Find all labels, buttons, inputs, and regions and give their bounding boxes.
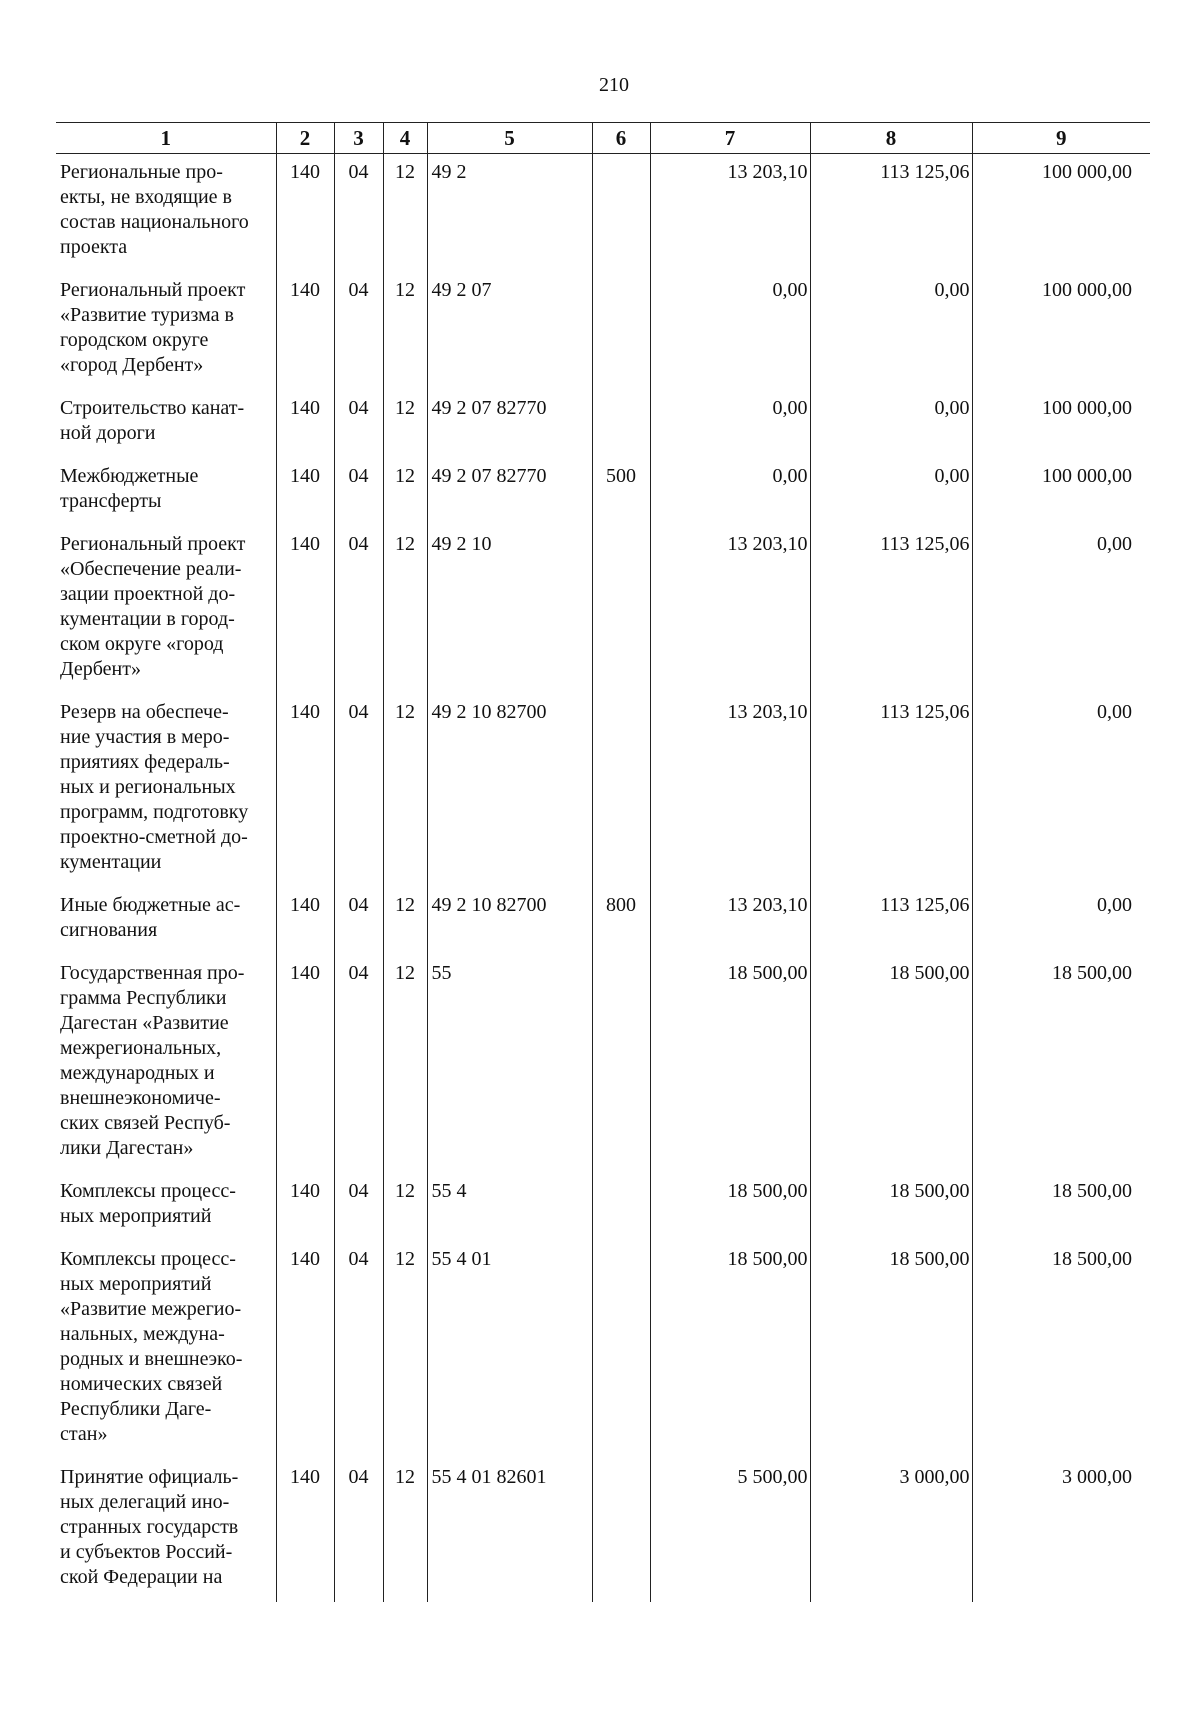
page-number: 210 (599, 74, 629, 96)
row-col3-cell: 04 (334, 272, 383, 390)
row-col7-cell: 0,00 (650, 272, 810, 390)
table-row (56, 154, 1150, 273)
row-col9-cell: 100 000,00 (972, 272, 1150, 390)
row-col4-cell: 12 (383, 154, 427, 273)
budget-table (56, 122, 1150, 1602)
table-header-row (56, 123, 1150, 154)
row-code-cell: 49 2 10 82700 (427, 694, 592, 887)
column-header: 6 (592, 123, 650, 154)
row-col3-cell: 04 (334, 1241, 383, 1459)
row-col4-cell: 12 (383, 390, 427, 458)
row-col4-cell: 12 (383, 1173, 427, 1241)
row-code-cell: 49 2 07 (427, 272, 592, 390)
row-code-cell: 49 2 (427, 154, 592, 273)
row-code-cell: 49 2 10 (427, 526, 592, 694)
row-col9-cell: 0,00 (972, 887, 1150, 955)
row-col6-cell: 500 (592, 458, 650, 526)
row-col8-cell: 113 125,06 (810, 887, 972, 955)
row-code-cell: 49 2 07 82770 (427, 390, 592, 458)
row-col7-cell: 18 500,00 (650, 955, 810, 1173)
row-col2-cell: 140 (276, 526, 334, 694)
row-col3-cell: 04 (334, 526, 383, 694)
row-col4-cell: 12 (383, 458, 427, 526)
row-col6-cell (592, 154, 650, 273)
row-col2-cell: 140 (276, 272, 334, 390)
row-col4-cell: 12 (383, 1459, 427, 1602)
row-col3-cell: 04 (334, 154, 383, 273)
column-header: 8 (810, 123, 972, 154)
row-col2-cell: 140 (276, 1173, 334, 1241)
row-code-cell: 55 4 01 (427, 1241, 592, 1459)
row-col9-cell: 3 000,00 (972, 1459, 1150, 1602)
row-col2-cell: 140 (276, 694, 334, 887)
table-row (56, 955, 1150, 1173)
row-name-cell: Строительство канат- ной дороги (56, 390, 276, 458)
row-code-cell: 49 2 10 82700 (427, 887, 592, 955)
row-col8-cell: 113 125,06 (810, 526, 972, 694)
table-row (56, 694, 1150, 887)
row-col2-cell: 140 (276, 887, 334, 955)
column-header: 4 (383, 123, 427, 154)
row-col7-cell: 18 500,00 (650, 1241, 810, 1459)
row-col7-cell: 13 203,10 (650, 887, 810, 955)
row-col9-cell: 0,00 (972, 694, 1150, 887)
column-header: 2 (276, 123, 334, 154)
row-col4-cell: 12 (383, 887, 427, 955)
row-col7-cell: 5 500,00 (650, 1459, 810, 1602)
row-col2-cell: 140 (276, 390, 334, 458)
row-col2-cell: 140 (276, 154, 334, 273)
row-col2-cell: 140 (276, 1459, 334, 1602)
table-row (56, 272, 1150, 390)
row-col3-cell: 04 (334, 458, 383, 526)
column-header: 3 (334, 123, 383, 154)
row-col8-cell: 18 500,00 (810, 955, 972, 1173)
row-col8-cell: 113 125,06 (810, 154, 972, 273)
row-col4-cell: 12 (383, 694, 427, 887)
column-header: 1 (56, 123, 276, 154)
row-name-cell: Региональный проект «Развитие туризма в городском округе «город Дербент» (56, 272, 276, 390)
row-code-cell: 55 (427, 955, 592, 1173)
row-col2-cell: 140 (276, 1241, 334, 1459)
table-body (56, 154, 1150, 1603)
row-col6-cell (592, 1459, 650, 1602)
row-col8-cell: 0,00 (810, 272, 972, 390)
row-name-cell: Принятие официаль- ных делегаций ино- странных государств и субъектов Россий- ской Федерации на (56, 1459, 276, 1602)
row-col6-cell (592, 955, 650, 1173)
row-col9-cell: 18 500,00 (972, 1241, 1150, 1459)
row-col8-cell: 18 500,00 (810, 1173, 972, 1241)
row-code-cell: 55 4 01 82601 (427, 1459, 592, 1602)
row-col7-cell: 0,00 (650, 458, 810, 526)
row-name-cell: Региональные про- екты, не входящие в состав национального проекта (56, 154, 276, 273)
row-col8-cell: 0,00 (810, 458, 972, 526)
row-col7-cell: 0,00 (650, 390, 810, 458)
row-col3-cell: 04 (334, 390, 383, 458)
column-header: 5 (427, 123, 592, 154)
table-row (56, 1459, 1150, 1602)
row-col9-cell: 100 000,00 (972, 154, 1150, 273)
row-col3-cell: 04 (334, 1459, 383, 1602)
row-col4-cell: 12 (383, 1241, 427, 1459)
row-col9-cell: 100 000,00 (972, 390, 1150, 458)
row-code-cell: 55 4 (427, 1173, 592, 1241)
column-header: 9 (972, 123, 1150, 154)
row-code-cell: 49 2 07 82770 (427, 458, 592, 526)
table-row (56, 1241, 1150, 1459)
row-name-cell: Региональный проект «Обеспечение реали- зации проектной до- кументации в город- ском округе «город Дербент» (56, 526, 276, 694)
row-name-cell: Государственная про- грамма Республики Дагестан «Развитие межрегиональных, международных и внешнеэкономиче- ских связей Респуб- лики Дагестан» (56, 955, 276, 1173)
row-col6-cell (592, 526, 650, 694)
row-col6-cell (592, 1241, 650, 1459)
column-header: 7 (650, 123, 810, 154)
row-col9-cell: 0,00 (972, 526, 1150, 694)
row-col9-cell: 18 500,00 (972, 955, 1150, 1173)
row-col7-cell: 18 500,00 (650, 1173, 810, 1241)
row-col3-cell: 04 (334, 1173, 383, 1241)
table-row (56, 458, 1150, 526)
row-col7-cell: 13 203,10 (650, 526, 810, 694)
row-col4-cell: 12 (383, 272, 427, 390)
row-col9-cell: 100 000,00 (972, 458, 1150, 526)
row-name-cell: Иные бюджетные ас- сигнования (56, 887, 276, 955)
row-col6-cell (592, 694, 650, 887)
row-name-cell: Комплексы процесс- ных мероприятий «Развитие межрегио- нальных, междуна- родных и внешнеэко- номических связей Республики Даге- стан» (56, 1241, 276, 1459)
row-col3-cell: 04 (334, 887, 383, 955)
row-col4-cell: 12 (383, 955, 427, 1173)
row-col4-cell: 12 (383, 526, 427, 694)
table-row (56, 390, 1150, 458)
row-col2-cell: 140 (276, 955, 334, 1173)
row-col3-cell: 04 (334, 694, 383, 887)
row-col8-cell: 113 125,06 (810, 694, 972, 887)
row-col3-cell: 04 (334, 955, 383, 1173)
table-row (56, 526, 1150, 694)
row-name-cell: Межбюджетные трансферты (56, 458, 276, 526)
table-row (56, 1173, 1150, 1241)
row-col8-cell: 18 500,00 (810, 1241, 972, 1459)
row-col7-cell: 13 203,10 (650, 694, 810, 887)
row-col6-cell (592, 272, 650, 390)
row-col6-cell (592, 390, 650, 458)
row-col8-cell: 0,00 (810, 390, 972, 458)
row-col8-cell: 3 000,00 (810, 1459, 972, 1602)
row-col2-cell: 140 (276, 458, 334, 526)
row-col7-cell: 13 203,10 (650, 154, 810, 273)
row-col6-cell (592, 1173, 650, 1241)
row-col6-cell: 800 (592, 887, 650, 955)
row-name-cell: Резерв на обеспече- ние участия в меро- приятиях федераль- ных и региональных программ, подготовку проектно-сметной до- кументации (56, 694, 276, 887)
row-name-cell: Комплексы процесс- ных мероприятий (56, 1173, 276, 1241)
table-row (56, 887, 1150, 955)
row-col9-cell: 18 500,00 (972, 1173, 1150, 1241)
